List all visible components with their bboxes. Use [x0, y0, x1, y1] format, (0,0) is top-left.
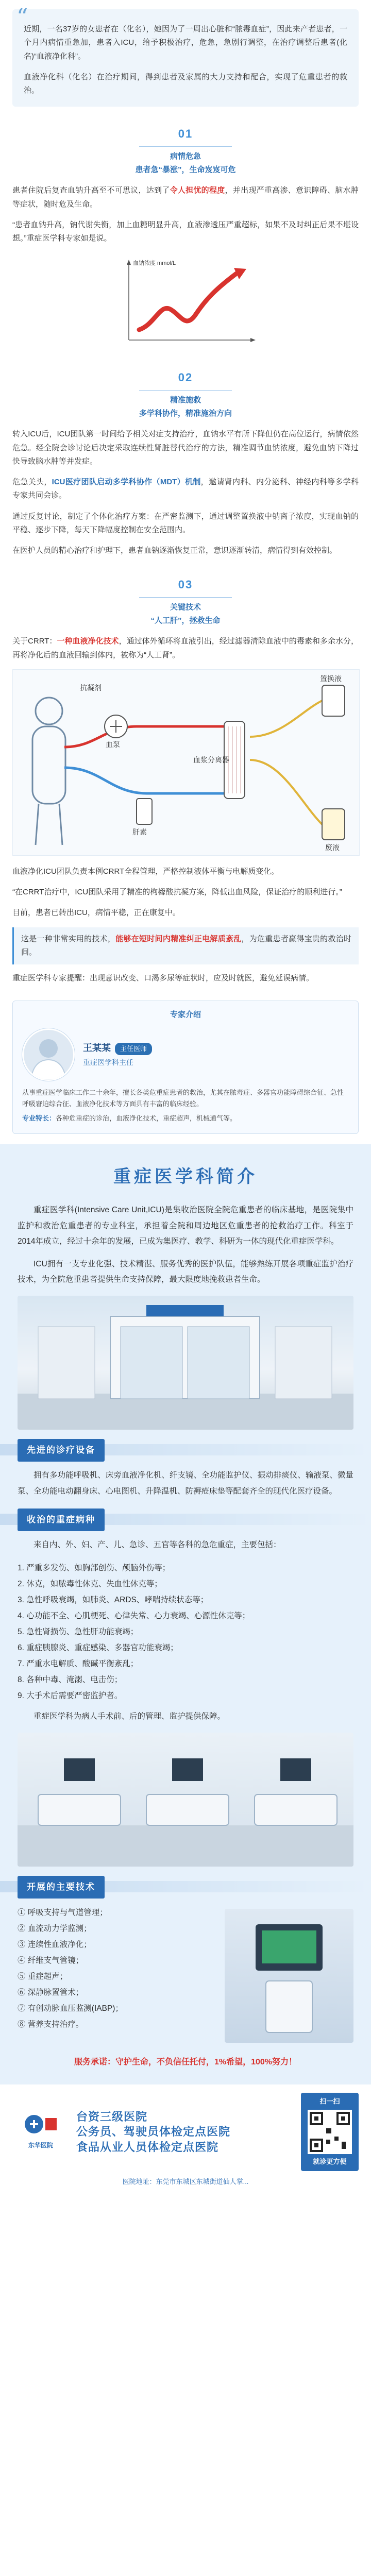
- sec3-paragraph-1: [12, 635, 359, 662]
- service-commitment: 服务承诺：守护生命，不负信任托付，1%希望，100%努力！: [74, 2058, 297, 2067]
- x-axis-arrow: [250, 338, 256, 342]
- equipment-illustration: [225, 1909, 353, 2043]
- expert-intro: 从事重症医学临床工作二十余年，擅长各类危重症患者的救治，尤其在脓毒症、多器官功能障碍综合征、急性呼吸窘迫综合征、血液净化技术等方面具有丰富的临床经验。: [22, 1088, 344, 1108]
- chart-ylabel: 血钠浓度 mmol/L: [133, 260, 176, 267]
- section-02-header: [12, 368, 359, 420]
- list-item: 5. 急性肾损伤、急性肝功能衰竭；: [18, 1628, 139, 1637]
- technique-list: [0, 1905, 220, 2043]
- footer-line-1: 台资三级医院: [76, 2110, 148, 2123]
- text-run: 关于CRRT：: [12, 637, 57, 646]
- patient-figure: [32, 698, 65, 845]
- dept-paragraph-1: 重症医学科(Intensive Care Unit,ICU)是集收治医院全院危重患者的临床基地，是医院集中监护和救治危重患者的专业科室，承担着全院和周边地区危重患者的抢救治疗工作。科室于2014年成立，经过十余年的发展，已成为集医疗、教学、科研为一体的现代化重症医学科。: [18, 1206, 353, 1246]
- venous-line: [64, 768, 229, 793]
- sec2-paragraph-3: 通过反复讨论，制定了个体化治疗方案：在严密监测下，通过调整置换液中钠离子浓度，实现血钠的平稳、逐步下降，每天下降幅度控制在安全范围内。: [12, 512, 359, 534]
- lead-paragraph-2: 血液净化科（化名）在治疗期间，得到患者及家属的大力支持和配合，实现了危重患者的救治。: [24, 72, 347, 95]
- list-item: 1. 严重多发伤、如胸部创伤、颅脑外伤等；: [18, 1564, 171, 1573]
- sec3-tip: [12, 927, 359, 965]
- footer-line-3: 食品从业人员体检定点医院: [76, 2141, 219, 2154]
- hospital-logo-icon: [23, 2113, 59, 2136]
- text-run: ，通过体外循环将血液引出，经过滤器清除血液中的毒素和多余水分，再将净化后的血液回输到体内，被称为“人工肾”。: [12, 637, 359, 659]
- section-title: 精准施救: [170, 395, 201, 404]
- qr-code-icon[interactable]: [308, 2110, 352, 2154]
- label-pump: 血泵: [106, 740, 120, 749]
- section-divider: [139, 146, 232, 147]
- techniques-row: [0, 1905, 371, 2043]
- section-divider: [139, 597, 232, 598]
- section-divider: [139, 390, 232, 391]
- band-equipment: [0, 1439, 371, 1461]
- dept-paragraph-5: 重症医学科为病人手术前、后的管理、监护提供保障。: [33, 1712, 226, 1721]
- sec2-paragraph-4: 在医护人员的精心治疗和护理下，患者血钠逐渐恢复正常，意识逐渐转清，病情得到有效控制。: [12, 546, 338, 555]
- sec1-paragraph-1: [12, 184, 359, 211]
- dept-paragraph-4: 来自内、外、妇、产、儿、急诊、五官等各科的急危重症，主要包括：: [33, 1540, 281, 1549]
- sec3-paragraph-4: 目前，患者已转出ICU，病情平稳，正在康复中。: [12, 908, 180, 918]
- department-title: 重症医学科简介: [113, 1166, 258, 1187]
- qr-code-panel[interactable]: [301, 2093, 359, 2171]
- expert-position-badge: 主任医师: [115, 1043, 152, 1056]
- crrt-diagram-svg: [13, 670, 359, 855]
- list-item: ⑧ 营养支持治疗。: [18, 2020, 84, 2029]
- trend-line: [139, 273, 237, 330]
- doctor-avatar-icon: [24, 1030, 73, 1079]
- hospital-logo: [12, 2113, 69, 2151]
- sec3-paragraph-5: 重症医学科专家提醒：出现意识改变、口渴多尿等症状时，应及时就医，避免延误病情。: [12, 974, 314, 982]
- expert-profile: [22, 1028, 349, 1081]
- label-waste: 废液: [325, 843, 340, 852]
- band-diseases: [0, 1509, 371, 1530]
- department-body: [0, 1202, 371, 1287]
- trend-chart: [108, 252, 263, 350]
- text-run: ，并出现严重高渗、意识障碍、脑水肿等症状，随时危及生命。: [12, 186, 359, 209]
- specialty-label: 专业特长：: [22, 1114, 56, 1122]
- text-run: ，为危重患者赢得宝贵的救治时间。: [21, 934, 351, 957]
- logo-text: 东华医院: [28, 2142, 53, 2149]
- dept-paragraph-3: 拥有多功能呼吸机、床旁血液净化机、纤支镜、全功能监护仪、振动排痰仪、输液泵、微量泵、全功能电动翻身床、心电图机、升降温机、防褥疮床垫等配套齐全的现代化医疗设备。: [18, 1471, 353, 1496]
- section-03-header: [12, 575, 359, 628]
- expert-name: 王某某: [83, 1042, 111, 1053]
- waste-bag-icon: [322, 809, 345, 840]
- expert-info: [83, 1040, 152, 1069]
- highlight-blue: ICU医疗团队启动多学科协作（MDT）机制: [52, 478, 201, 486]
- sec3-paragraph-3: “在CRRT治疗中，ICU团队采用了精准的枸橼酸抗凝方案，降低出血风险，保证治疗的顺利进行。”: [12, 888, 342, 896]
- ward-entrance-photo: [18, 1296, 353, 1430]
- footer-row: [12, 2093, 359, 2171]
- band-label: 先进的诊疗设备: [18, 1439, 105, 1462]
- list-item: ⑦ 有创动脉血压监测(IABP)；: [18, 2004, 123, 2013]
- band-label: 开展的主要技术: [18, 1876, 105, 1899]
- waste-line: [250, 760, 322, 824]
- list-item: 4. 心功能不全、心肌梗死、心律失常、心力衰竭、心源性休克等；: [18, 1612, 250, 1621]
- list-item: ⑥ 深静脉置管术；: [18, 1988, 84, 1997]
- y-axis-arrow: [127, 260, 131, 265]
- section-01-header: [12, 124, 359, 177]
- list-item: 6. 重症胰腺炎、重症感染、多器官功能衰竭；: [18, 1643, 178, 1653]
- section-subtitle: “人工肝”，拯救生命: [150, 616, 221, 625]
- sec2-paragraph-1: 转入ICU后，ICU团队第一时间给予相关对症支持治疗，血钠水平有所下降但仍在高位运行，病情依然危急。经全院会诊讨论后决定采取连续性肾脏替代治疗的方法，精准调节血钠浓度，避免血钠下降过快导致脑水肿等并发症。: [12, 430, 359, 466]
- band-techniques: [0, 1876, 371, 1897]
- label-heparin: 肝素: [132, 827, 147, 836]
- list-item: 3. 急性呼吸衰竭，如肺炎、ARDS、哮喘持续状态等；: [18, 1596, 209, 1605]
- qr-label-top: 扫一扫: [319, 2097, 340, 2106]
- footer-slogans: [76, 2109, 294, 2155]
- section-subtitle: 多学科协作，精准施治方向: [139, 409, 232, 418]
- list-item: ② 血流动力学监测；: [18, 1924, 92, 1934]
- specialty-text: 各种危重症的诊治，血液净化技术，重症超声，机械通气等。: [56, 1114, 237, 1122]
- hospital-address: 医院地址：东莞市东城区东城街道仙人掌...: [122, 2177, 249, 2185]
- list-item: ④ 纤维支气管镜；: [18, 1956, 84, 1965]
- expert-specialty: [22, 1113, 349, 1124]
- band-label: 收治的重症病种: [18, 1509, 105, 1531]
- syringe-icon: [137, 799, 152, 824]
- list-item: ③ 连续性血液净化；: [18, 1940, 92, 1950]
- label-filter: 血浆分离器: [193, 755, 229, 764]
- avatar: [22, 1028, 75, 1081]
- section-subtitle: 患者急“暴涨”，生命岌岌可危: [135, 165, 236, 174]
- sec1-paragraph-2: “患者血钠升高，钠代谢失衡，加上血糖明显升高，血液渗透压严重超标，如果不及时纠正后果不堪设想。”重症医学科专家如是说。: [12, 220, 359, 243]
- section-title: 关键技术: [170, 602, 201, 612]
- section-number: 01: [178, 127, 193, 141]
- equipment-photo: [225, 1909, 353, 2043]
- replace-line: [250, 701, 322, 737]
- footer: [0, 2084, 371, 2198]
- expert-card: [12, 1001, 359, 1134]
- list-item: ⑤ 重症超声；: [18, 1972, 68, 1981]
- section-number: 03: [178, 578, 193, 591]
- list-item: 9. 大手术后需要严密监护者。: [18, 1691, 123, 1701]
- crrt-diagram: [12, 669, 360, 856]
- list-item: 2. 休克，如脓毒性休克、失血性休克等；: [18, 1580, 162, 1589]
- section-title: 病情危急: [170, 151, 201, 161]
- text-run: 这是一种非常实用的技术，: [21, 934, 116, 943]
- arterial-line: [64, 726, 229, 747]
- trend-chart-svg: [108, 252, 263, 350]
- lead-box: [12, 4, 359, 107]
- label-anticoagulant: 抗凝剂: [80, 683, 102, 692]
- highlight-red: 一种血液净化技术: [57, 637, 119, 646]
- ward-entrance-illustration: [18, 1296, 353, 1430]
- diseases-intro: [0, 1537, 371, 1553]
- text-run: ，邀请肾内科、内分泌科、神经内科等多学科专家共同会诊。: [12, 478, 359, 500]
- list-item: 7. 严重水电解质、酸碱平衡紊乱；: [18, 1659, 139, 1669]
- sec3-paragraph-2: 血液净化ICU团队负责本例CRRT全程管理，严格控制液体平衡与电解质变化。: [12, 867, 279, 876]
- list-item: 8. 各种中毒、淹溺、电击伤；: [18, 1675, 123, 1685]
- quote-icon: “: [16, 4, 28, 30]
- article-body: [0, 4, 371, 1134]
- label-replacement: 置换液: [320, 674, 342, 683]
- list-item: ① 呼吸支持与气道管理；: [18, 1908, 108, 1918]
- icu-ward-illustration: [18, 1733, 353, 1867]
- highlight-red: 令人担忧的程度: [170, 186, 225, 195]
- sec2-paragraph-2: [12, 476, 359, 503]
- expert-card-title: 专家介绍: [170, 1010, 201, 1020]
- department-section: [0, 1144, 371, 2085]
- qr-label-bottom: 就诊更方便: [313, 2158, 347, 2166]
- text-run: 患者住院后复查血钠升高至不可思议，达到了: [12, 186, 170, 195]
- text-run: 危急关头，: [12, 478, 52, 486]
- dept-paragraph-2: ICU拥有一支专业化强、技术精湛、服务优秀的医护队伍，能够熟练开展各项重症监护治疗技术，为全院危重患者提供生命支持保障，最大限度地挽救患者生命。: [18, 1259, 353, 1284]
- replacement-bag-icon: [322, 685, 345, 716]
- lead-paragraph: 近期，一名37岁的女患者在（化名），她因为了一周出心脏和“脓毒血症”，因此来产者患者，一个月内病情重急加，患者入ICU，给予积极治疗，危急，急剧行调整，在治疗调整后患者(化名)“血液净化科”。: [24, 25, 347, 61]
- diseases-outro: [0, 1709, 371, 1724]
- expert-title: 重症医学科主任: [83, 1058, 133, 1066]
- footer-line-2: 公务员、驾驶员体检定点医院: [76, 2125, 231, 2139]
- section-number: 02: [178, 371, 193, 384]
- icu-ward-photo: [18, 1733, 353, 1867]
- disease-list: [0, 1560, 371, 1704]
- highlight-red: 能够在短时间内精准纠正电解质紊乱: [115, 934, 242, 943]
- qr-code-graphic: [308, 2110, 352, 2154]
- equipment-body: [0, 1468, 371, 1499]
